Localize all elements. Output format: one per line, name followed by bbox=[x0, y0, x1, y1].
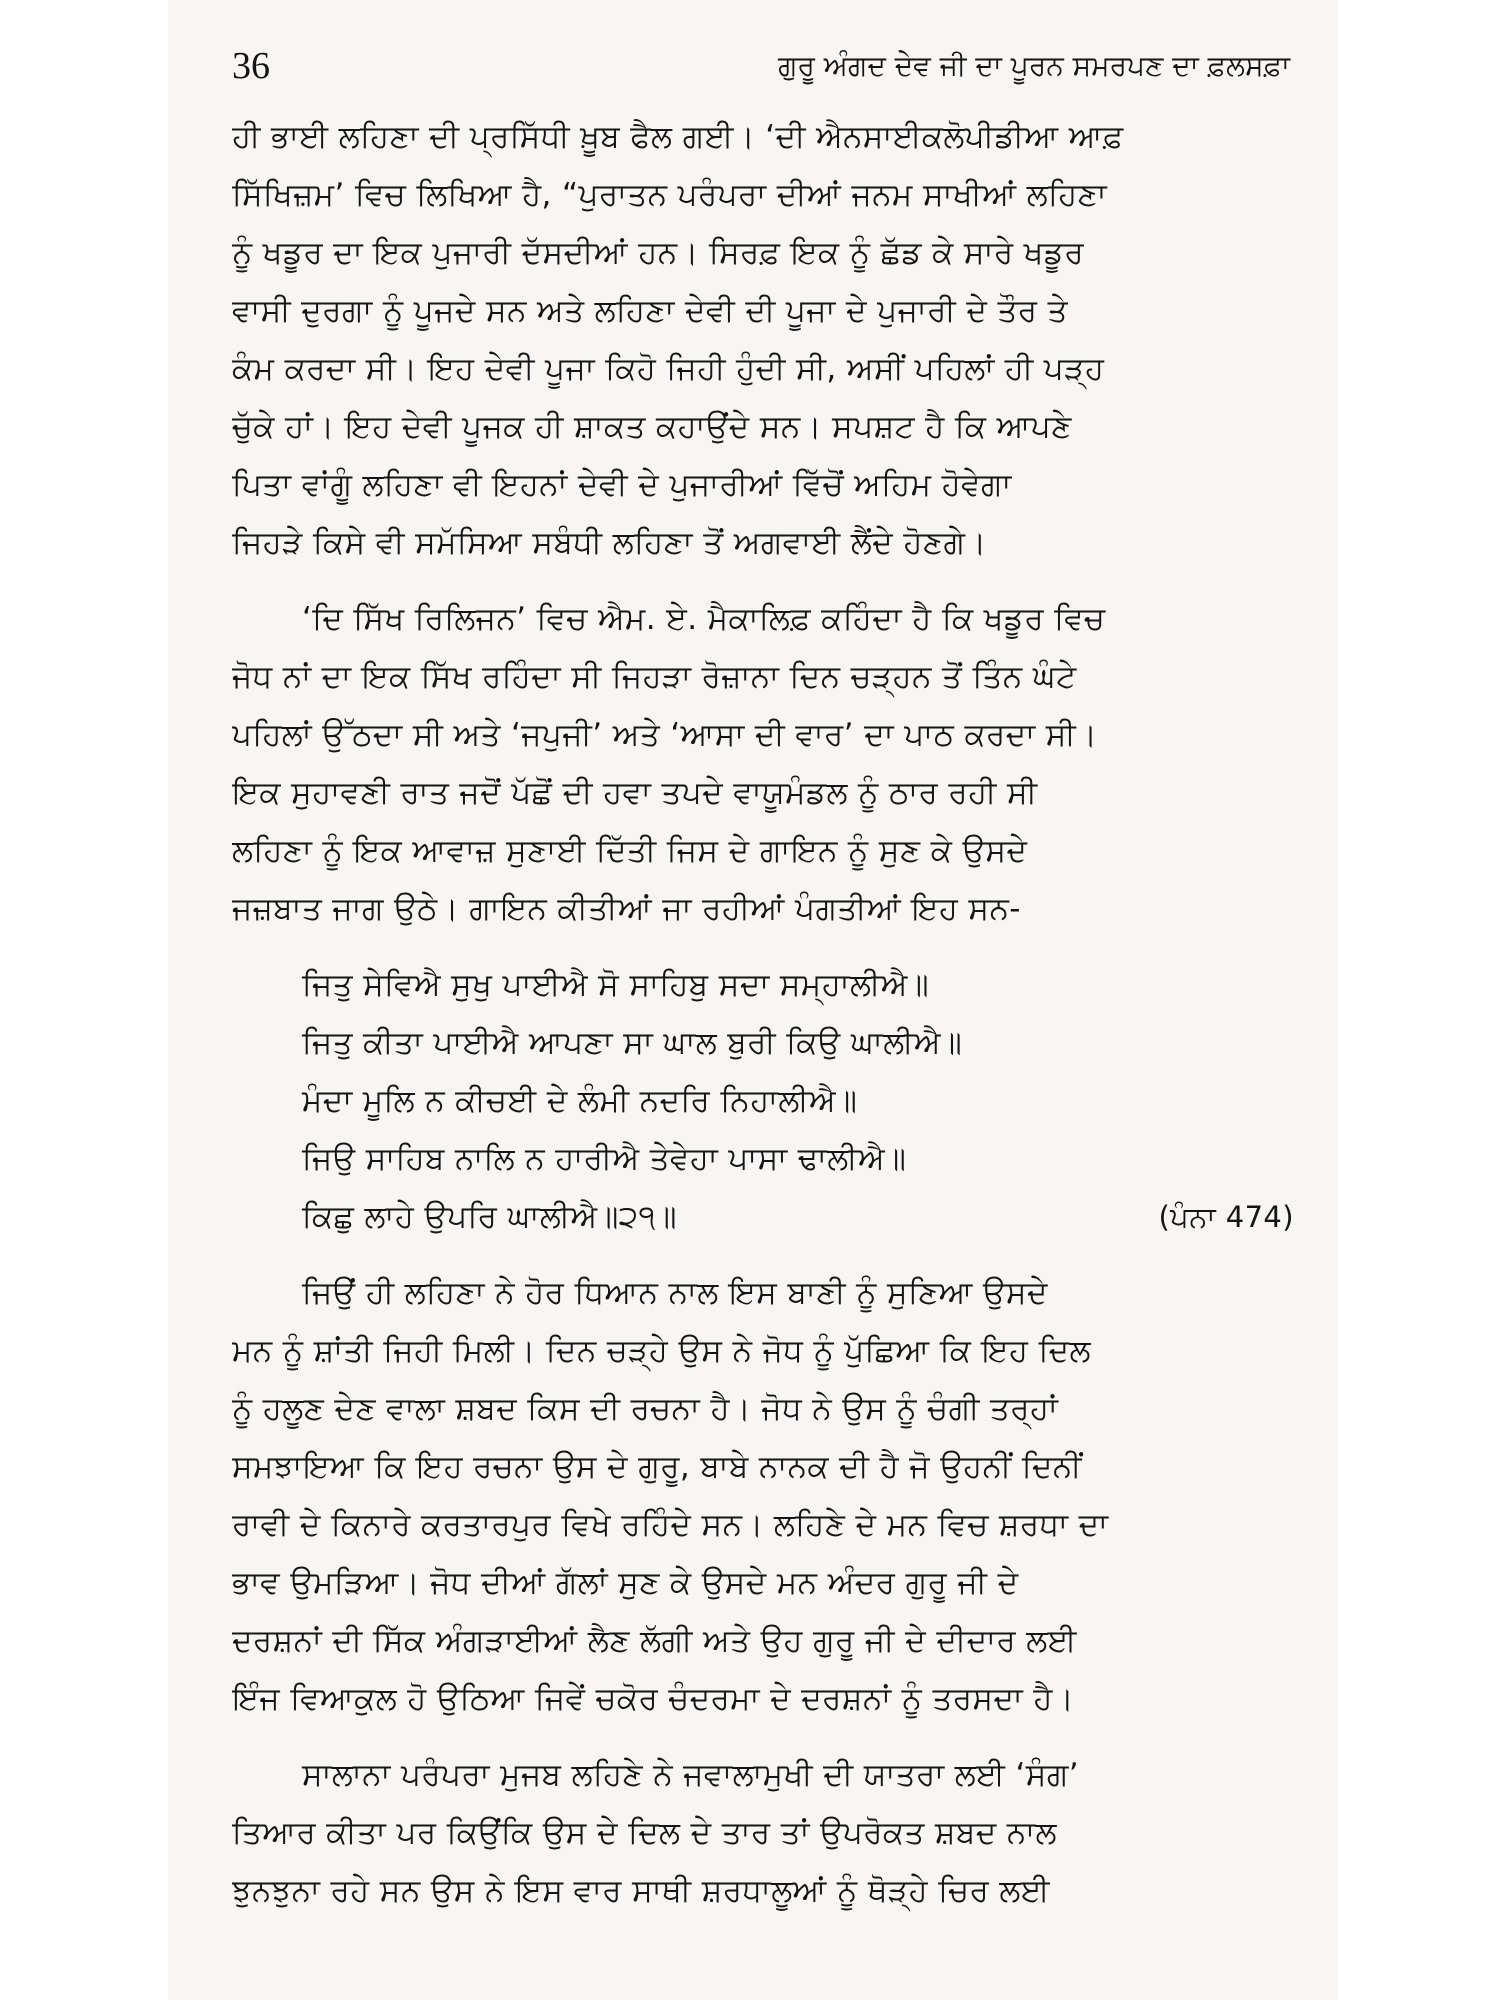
text-line: ਸਮਝਾਇਆ ਕਿ ਇਹ ਰਚਨਾ ਉਸ ਦੇ ਗੁਰੂ, ਬਾਬੇ ਨਾਨਕ ਦੀ ਹੈ ਜੋ ਉਹਨੀਂ ਦਿਨੀਂ bbox=[232, 1449, 1082, 1485]
paragraph-4 bbox=[232, 1746, 1294, 1920]
text-line: ਝੁਨਝੁਨਾ ਰਹੇ ਸਨ ਉਸ ਨੇ ਇਸ ਵਾਰ ਸਾਥੀ ਸ਼ਰਧਾਲੂਆਂ ਨੂੰ ਥੋੜ੍ਹੇ ਚਿਰ ਲਈ bbox=[232, 1873, 1050, 1909]
text-line: ਰਾਵੀ ਦੇ ਕਿਨਾਰੇ ਕਰਤਾਰਪੁਰ ਵਿਖੇ ਰਹਿੰਦੇ ਸਨ। ਲਹਿਣੇ ਦੇ ਮਨ ਵਿਚ ਸ਼ਰਧਾ ਦਾ bbox=[232, 1507, 1109, 1543]
verse-line: ਕਿਛੁ ਲਾਹੇ ਉਪਰਿ ਘਾਲੀਐ॥੨੧॥ bbox=[302, 1199, 677, 1235]
text-line: ਇਕ ਸੁਹਾਵਣੀ ਰਾਤ ਜਦੋਂ ਪੱਛੋਂ ਦੀ ਹਵਾ ਤਪਦੇ ਵਾਯੂਮੰਡਲ ਨੂੰ ਠਾਰ ਰਹੀ ਸੀ bbox=[232, 775, 1038, 811]
verse-line: ਜਿਤੁ ਸੇਵਿਐ ਸੁਖੁ ਪਾਈਐ ਸੋ ਸਾਹਿਬੁ ਸਦਾ ਸਮ੍ਹਾਲੀਐ॥ bbox=[302, 967, 929, 1003]
verse-line: ਜਿਤੁ ਕੀਤਾ ਪਾਈਐ ਆਪਣਾ ਸਾ ਘਾਲ ਬੁਰੀ ਕਿਉ ਘਾਲੀਐ॥ bbox=[302, 1025, 963, 1061]
text-line: ਨੂੰ ਹਲੂਣ ਦੇਣ ਵਾਲਾ ਸ਼ਬਦ ਕਿਸ ਦੀ ਰਚਨਾ ਹੈ। ਜੋਧ ਨੇ ਉਸ ਨੂੰ ਚੰਗੀ ਤਰ੍ਹਾਂ bbox=[232, 1391, 1059, 1427]
page-header bbox=[232, 38, 1290, 94]
text-line: ਪਿਤਾ ਵਾਂਗੂੰ ਲਹਿਣਾ ਵੀ ਇਹਨਾਂ ਦੇਵੀ ਦੇ ਪੁਜਾਰੀਆਂ ਵਿੱਚੋਂ ਅਹਿਮ ਹੋਵੇਗਾ bbox=[232, 467, 1012, 503]
text-line: ਹੀ ਭਾਈ ਲਹਿਣਾ ਦੀ ਪ੍ਰਸਿੱਧੀ ਖ਼ੂਬ ਫੈਲ ਗਈ। ‘ਦੀ ਐਨਸਾਈਕਲੋਪੀਡੀਆ ਆਫ਼ bbox=[232, 119, 1124, 155]
verse-reference: (ਪੰਨਾ 474) bbox=[1158, 1200, 1294, 1234]
body-text bbox=[232, 108, 1294, 1920]
text-line: ਜਿਹੜੇ ਕਿਸੇ ਵੀ ਸਮੱਸਿਆ ਸਬੰਧੀ ਲਹਿਣਾ ਤੋਂ ਅਗਵਾਈ ਲੈਂਦੇ ਹੋਣਗੇ। bbox=[232, 525, 987, 561]
text-line: ਸਾਲਾਨਾ ਪਰੰਪਰਾ ਮੁਜਬ ਲਹਿਣੇ ਨੇ ਜਵਾਲਾਮੁਖੀ ਦੀ ਯਾਤਰਾ ਲਈ ‘ਸੰਗ’ bbox=[302, 1757, 1080, 1793]
text-line: ਜਜ਼ਬਾਤ ਜਾਗ ਉਠੇ। ਗਾਇਨ ਕੀਤੀਆਂ ਜਾ ਰਹੀਆਂ ਪੰਗਤੀਆਂ ਇਹ ਸਨ- bbox=[232, 891, 1021, 927]
text-line: ਪਹਿਲਾਂ ਉੱਠਦਾ ਸੀ ਅਤੇ ‘ਜਪੁਜੀ’ ਅਤੇ ‘ਆਸਾ ਦੀ ਵਾਰ’ ਦਾ ਪਾਠ ਕਰਦਾ ਸੀ। bbox=[232, 717, 1098, 753]
text-line: ਜੋਧ ਨਾਂ ਦਾ ਇਕ ਸਿੱਖ ਰਹਿੰਦਾ ਸੀ ਜਿਹੜਾ ਰੋਜ਼ਾਨਾ ਦਿਨ ਚੜ੍ਹਨ ਤੋਂ ਤਿੰਨ ਘੰਟੇ bbox=[232, 659, 1077, 695]
text-line: ਨੂੰ ਖਡੂਰ ਦਾ ਇਕ ਪੁਜਾਰੀ ਦੱਸਦੀਆਂ ਹਨ। ਸਿਰਫ਼ ਇਕ ਨੂੰ ਛੱਡ ਕੇ ਸਾਰੇ ਖਡੂਰ bbox=[232, 235, 1084, 271]
running-title: ਗੁਰੂ ਅੰਗਦ ਦੇਵ ਜੀ ਦਾ ਪੂਰਨ ਸਮਰਪਣ ਦਾ ਫ਼ਲਸਫ਼ਾ bbox=[778, 49, 1290, 82]
text-line: ਤਿਆਰ ਕੀਤਾ ਪਰ ਕਿਉਂਕਿ ਉਸ ਦੇ ਦਿਲ ਦੇ ਤਾਰ ਤਾਂ ਉਪਰੋਕਤ ਸ਼ਬਦ ਨਾਲ bbox=[232, 1815, 1057, 1851]
page-number: 36 bbox=[232, 45, 270, 87]
text-line: ਸਿੱਖਿਜ਼ਮ’ ਵਿਚ ਲਿਖਿਆ ਹੈ, “ਪੁਰਾਤਨ ਪਰੰਪਰਾ ਦੀਆਂ ਜਨਮ ਸਾਖੀਆਂ ਲਹਿਣਾ bbox=[232, 177, 1107, 213]
verse-last-line bbox=[232, 1188, 1294, 1246]
text-line: ਦਰਸ਼ਨਾਂ ਦੀ ਸਿੱਕ ਅੰਗੜਾਈਆਂ ਲੈਣ ਲੱਗੀ ਅਤੇ ਉਹ ਗੁਰੂ ਜੀ ਦੇ ਦੀਦਾਰ ਲਈ bbox=[232, 1623, 1077, 1659]
paragraph-3 bbox=[232, 1264, 1294, 1728]
verse-line: ਮੰਦਾ ਮੂਲਿ ਨ ਕੀਚਈ ਦੇ ਲੰਮੀ ਨਦਰਿ ਨਿਹਾਲੀਐ॥ bbox=[302, 1083, 858, 1119]
paragraph-1 bbox=[232, 108, 1294, 572]
verse-block bbox=[232, 956, 1294, 1246]
text-line: ਚੁੱਕੇ ਹਾਂ। ਇਹ ਦੇਵੀ ਪੂਜਕ ਹੀ ਸ਼ਾਕਤ ਕਹਾਉਂਦੇ ਸਨ। ਸਪਸ਼ਟ ਹੈ ਕਿ ਆਪਣੇ bbox=[232, 409, 1072, 445]
text-line: ਕੰਮ ਕਰਦਾ ਸੀ। ਇਹ ਦੇਵੀ ਪੂਜਾ ਕਿਹੋ ਜਿਹੀ ਹੁੰਦੀ ਸੀ, ਅਸੀਂ ਪਹਿਲਾਂ ਹੀ ਪੜ੍ਹ bbox=[232, 351, 1105, 387]
text-line: ਭਾਵ ਉਮੜਿਆ। ਜੋਧ ਦੀਆਂ ਗੱਲਾਂ ਸੁਣ ਕੇ ਉਸਦੇ ਮਨ ਅੰਦਰ ਗੁਰੂ ਜੀ ਦੇ bbox=[232, 1565, 1019, 1601]
text-line: ਇੰਜ ਵਿਆਕੁਲ ਹੋ ਉਠਿਆ ਜਿਵੇਂ ਚਕੋਰ ਚੰਦਰਮਾ ਦੇ ਦਰਸ਼ਨਾਂ ਨੂੰ ਤਰਸਦਾ ਹੈ। bbox=[232, 1681, 1075, 1717]
text-line: ਲਹਿਣਾ ਨੂੰ ਇਕ ਆਵਾਜ਼ ਸੁਣਾਈ ਦਿੱਤੀ ਜਿਸ ਦੇ ਗਾਇਨ ਨੂੰ ਸੁਣ ਕੇ ਉਸਦੇ bbox=[232, 833, 1028, 869]
text-line: ਜਿਉਂ ਹੀ ਲਹਿਣਾ ਨੇ ਹੋਰ ਧਿਆਨ ਨਾਲ ਇਸ ਬਾਣੀ ਨੂੰ ਸੁਣਿਆ ਉਸਦੇ bbox=[302, 1275, 1048, 1311]
paragraph-2 bbox=[232, 590, 1294, 938]
text-line: ਵਾਸੀ ਦੁਰਗਾ ਨੂੰ ਪੂਜਦੇ ਸਨ ਅਤੇ ਲਹਿਣਾ ਦੇਵੀ ਦੀ ਪੂਜਾ ਦੇ ਪੁਜਾਰੀ ਦੇ ਤੌਰ ਤੇ bbox=[232, 293, 1068, 329]
text-line: ਮਨ ਨੂੰ ਸ਼ਾਂਤੀ ਜਿਹੀ ਮਿਲੀ। ਦਿਨ ਚੜ੍ਹੇ ਉਸ ਨੇ ਜੋਧ ਨੂੰ ਪੁੱਛਿਆ ਕਿ ਇਹ ਦਿਲ bbox=[232, 1333, 1091, 1369]
text-line: ‘ਦਿ ਸਿੱਖ ਰਿਲਿਜਨ’ ਵਿਚ ਐਮ. ਏ. ਮੈਕਾਲਿਫ਼ ਕਹਿੰਦਾ ਹੈ ਕਿ ਖਡੂਰ ਵਿਚ bbox=[302, 601, 1106, 637]
verse-line: ਜਿਉ ਸਾਹਿਬ ਨਾਲਿ ਨ ਹਾਰੀਐ ਤੇਵੇਹਾ ਪਾਸਾ ਢਾਲੀਐ॥ bbox=[302, 1141, 907, 1177]
